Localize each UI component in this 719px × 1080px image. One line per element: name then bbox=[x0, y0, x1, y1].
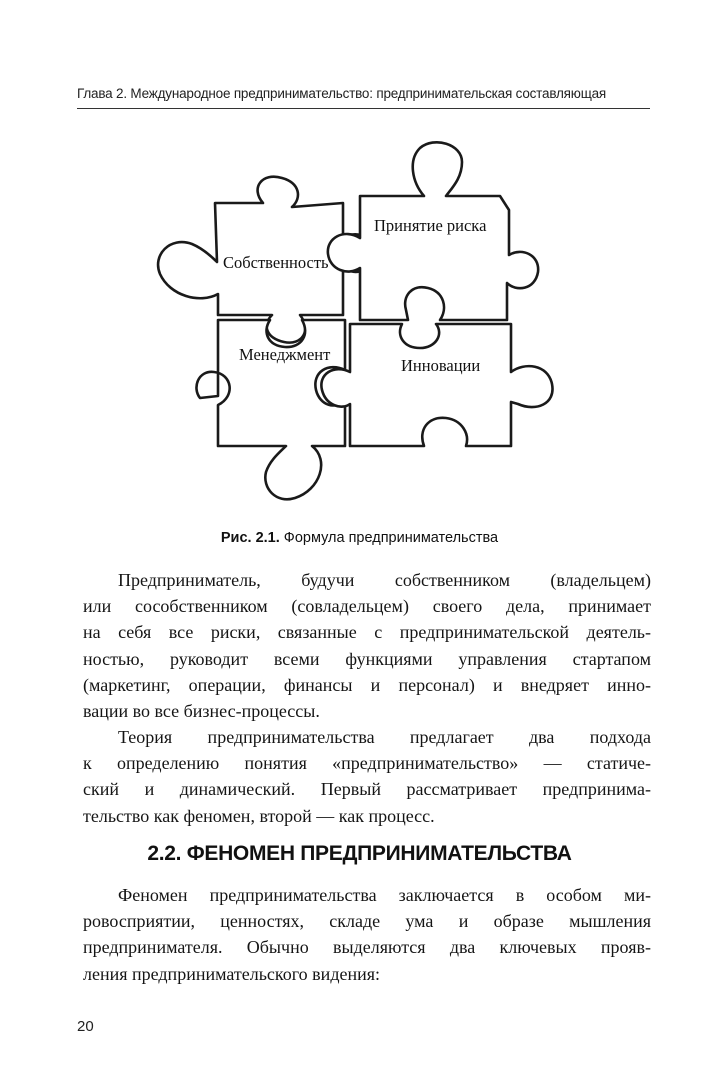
puzzle-illustration bbox=[0, 0, 719, 520]
figure-caption bbox=[0, 530, 719, 546]
paragraph-2 bbox=[83, 724, 651, 829]
paragraph-1 bbox=[83, 567, 651, 724]
paragraph-line: Теория предпринимательства предлагает два подхода bbox=[118, 727, 651, 747]
paragraph-line: тельство как феномен, второй — как процесс. bbox=[83, 805, 435, 826]
puzzle-label-top-left: Собственность bbox=[223, 253, 329, 272]
paragraph-line: (маркетинг, операции, финансы и персонал) и внедряет инно- bbox=[83, 674, 651, 695]
puzzle-piece-bottom-right bbox=[321, 324, 552, 446]
section-heading: 2.2. ФЕНОМЕН ПРЕДПРИНИМАТЕЛЬСТВА bbox=[147, 842, 572, 865]
puzzle-label-bottom-right: Инновации bbox=[401, 356, 481, 375]
paragraph-line: ления предпринимательского видения: bbox=[83, 963, 381, 984]
paragraph-line: или сособственником (совладельцем) своего дела, принимает bbox=[83, 596, 651, 617]
paragraph-3 bbox=[83, 882, 651, 987]
figure-caption-text: Формула предпринимательства bbox=[279, 530, 499, 546]
paragraph-line: ностью, руководит всеми функциями управления стартапом bbox=[83, 648, 651, 669]
page-number: 20 bbox=[77, 1018, 94, 1035]
paragraph-line: к определению понятия «предпринимательство» — статиче- bbox=[83, 753, 651, 774]
paragraph-line: ский и динамический. Первый рассматривает предпринима- bbox=[83, 779, 651, 800]
paragraph-line: вации во все бизнес-процессы. bbox=[83, 700, 320, 721]
paragraph-line: ровосприятии, ценностях, складе ума и образе мышления bbox=[83, 911, 651, 932]
paragraph-line: предпринимателя. Обычно выделяются два ключевых прояв- bbox=[83, 937, 651, 958]
paragraph-line: на себя все риски, связанные с предпринимательской деятель- bbox=[83, 622, 651, 643]
paragraph-line: Предприниматель, будучи собственником (владельцем) bbox=[118, 570, 651, 590]
puzzle-figure bbox=[0, 0, 719, 520]
puzzle-label-bottom-left: Менеджмент bbox=[239, 345, 331, 364]
paragraph-line: Феномен предпринимательства заключается в особом ми- bbox=[118, 885, 651, 905]
running-header: Глава 2. Международное предпринимательство: предпринимательская составляющая bbox=[77, 86, 607, 101]
puzzle-label-top-right: Принятие риска bbox=[374, 216, 487, 235]
figure-caption-number: Рис. 2.1. bbox=[220, 530, 280, 546]
